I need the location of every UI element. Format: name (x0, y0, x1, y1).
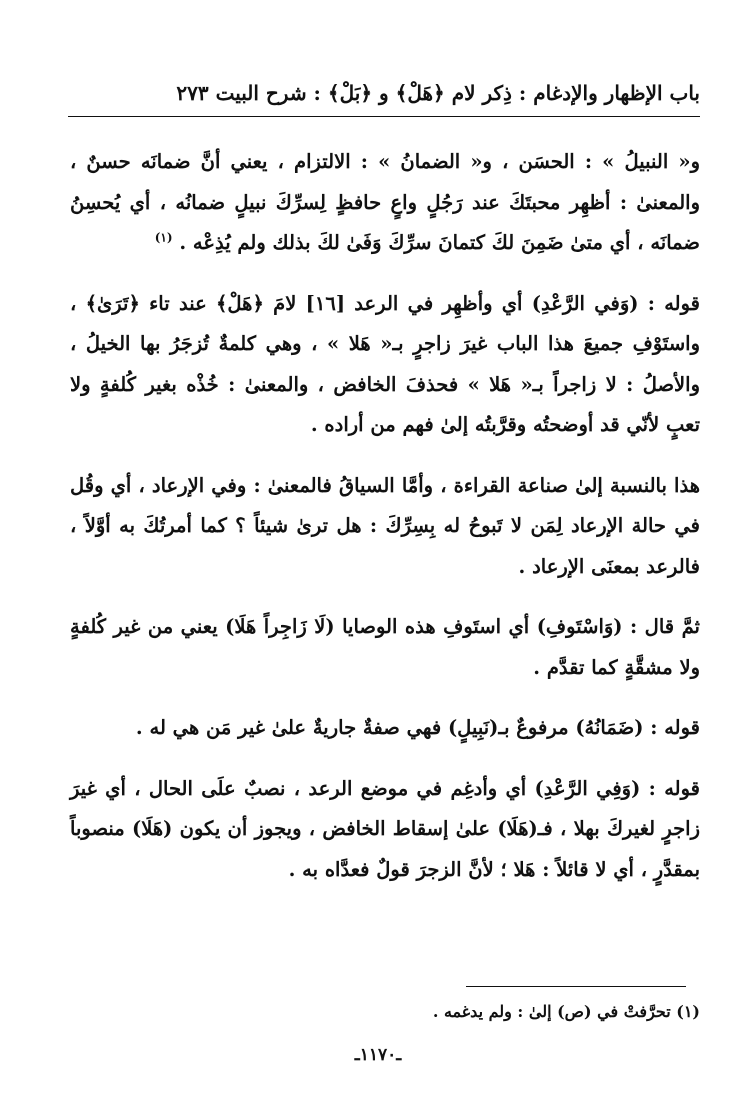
header-divider (68, 116, 700, 117)
page-number: ـ١١٧٠ـ (354, 1045, 402, 1065)
footnote-reference-1: (١) (154, 230, 173, 245)
paragraph-3: هذا بالنسبة إلىٰ صناعة القراءة ، وأمَّا السياقُ فالمعنىٰ : وفي الإرعاد ، أي وقُل في حالة الإرعاد لِمَن لا تَبوحُ له بِسِرِّكَ : هل ترىٰ شيئاً ؟ كما أمرتُكَ به أوَّلاً ، فالرعد بمعنَى الإرعاد . (70, 473, 700, 578)
paragraph-2: قوله : (وَفي الرَّعْدِ) أي وأظهِر في الرعد [١٦] لامَ ﴿هَلْ﴾ عند تاء ﴿تَرَىٰ﴾ ، واستَوْفِ جميعَ هذا الباب غيرَ زاجرٍ بـ« هَلا » ، وهي كلمةٌ تُزجَرُ بها الخيلُ ، والأصلُ : لا زاجراً بـ« هَلا » فحذفَ الخافض ، والمعنىٰ : خُذْه بغير كُلفةٍ ولا تعبٍ لأنّي قد أوضحتُه وقرَّبتُه إلىٰ فهم من أراده . (70, 291, 700, 436)
paragraph-6: قوله : (وَفِي الرَّعْدِ) أي وأدغِم في موضع الرعد ، نصبٌ علَى الحال ، أي غيرَ زاجرٍ لغيركَ بهلا ، فـ(هَلَا) علىٰ إسقاط الخافض ، ويجوز أن يكون (هَلَا) منصوباً بمقدَّرٍ ، أي لا قائلاً : هَلا ؛ لأنَّ الزجرَ قولٌ فعدَّاه به . (70, 776, 700, 881)
running-header: باب الإظهار والإدغام : ذِكر لام ﴿هَلْ﴾ و ﴿بَلْ﴾ : شرح البيت ٢٧٣ (176, 81, 700, 105)
main-text (70, 142, 700, 910)
footnote: (١) تحرَّفتْ في (ص) إلىٰ : ولم يدغمه . (432, 1002, 700, 1021)
paragraph-4: ثمَّ قال : (وَاسْتَوفِ) أي استَوفِ هذه الوصايا (لَا زَاجِراً هَلَا) يعني من غير كُلفةٍ ولا مشقَّةٍ كما تقدَّم . (70, 615, 700, 679)
paragraph-1-text: و« النبيلُ » : الحسَن ، و« الضمانُ » : الالتزام ، يعني أنَّ ضمانَه حسنٌ ، والمعنىٰ : أظهِر محبتَكَ عند رَجُلٍ واعٍ حافظٍ لِسرِّكَ نبيلٍ ضمانُه ، أي يُحسِنُ ضمانَه ، أي متىٰ ضَمِنَ لكَ كتمانَ سرِّكَ وَفَىٰ لكَ بذلك ولم يُذِعْه . (70, 150, 700, 254)
footnote-divider (466, 986, 686, 987)
paragraph-1 (70, 142, 700, 264)
paragraph-5: قوله : (ضَمَانُهُ) مرفوعٌ بـ(نَبِيلٍ) فهي صفةٌ جاريةٌ علىٰ غير مَن هي له . (135, 716, 700, 739)
